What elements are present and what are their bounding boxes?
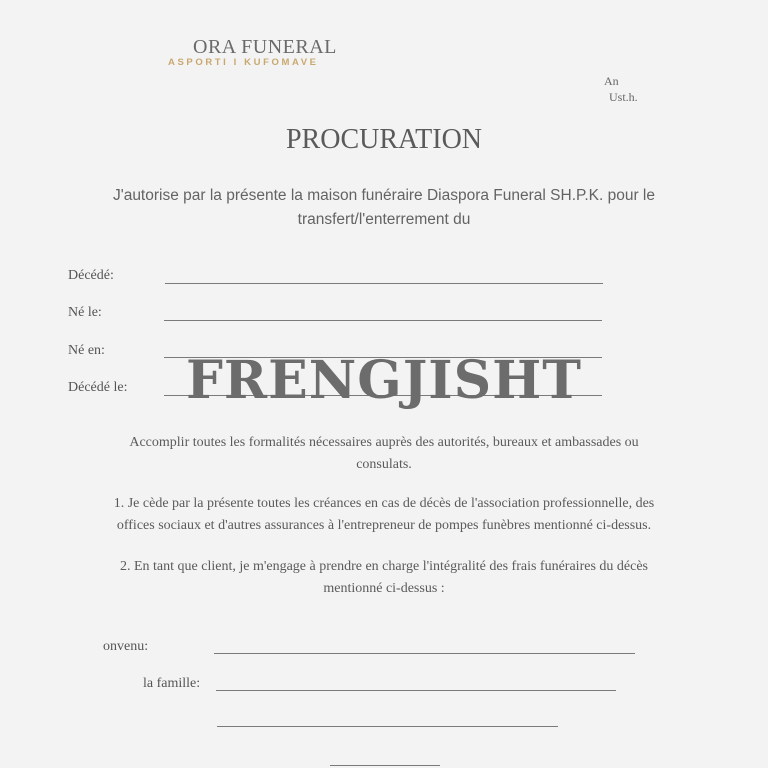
address-line-2: Ust.h.: [609, 90, 638, 104]
field-label-born-on: Né le:: [68, 305, 102, 320]
address-line-1: An: [604, 74, 619, 88]
watermark-text: FRENGJISHT: [185, 350, 582, 411]
field-label-deceased: Décédé:: [68, 268, 114, 283]
field-label-deceased-on: Décédé le:: [68, 380, 128, 395]
intro-line-2: transfert/l'enterrement du: [297, 211, 471, 228]
clause-1-line-2: offices sociaux et d'autres assurances à l'entrepreneur de pompes funèbres mentionné ci-dessus.: [116, 518, 652, 533]
logo-subtitle: ASPORTI I KUFOMAVE: [168, 57, 319, 68]
clause-1-line-1: 1. Je cède par la présente toutes les créances en cas de décès de l'association professionnelle, des: [113, 496, 655, 511]
agreed-label: onvenu:: [103, 639, 149, 654]
family-line[interactable]: [216, 690, 616, 691]
bottom-line-partial: [330, 765, 440, 766]
intro-line-1: J'autorise par la présente la maison funéraire Diaspora Funeral SH.P.K. pour le: [112, 187, 655, 204]
page-title: PROCURATION: [285, 124, 483, 155]
clause-2-line-1: 2. En tant que client, je m'engage à prendre en charge l'intégralité des frais funéraires du décès: [119, 559, 648, 574]
agreed-line[interactable]: [214, 653, 635, 654]
formalities-line-2: consulats.: [356, 457, 412, 472]
logo-title: ORA FUNERAL: [193, 36, 337, 58]
field-line-deceased[interactable]: [165, 283, 603, 284]
field-line-born-on[interactable]: [164, 320, 602, 321]
formalities-line-1: Accomplir toutes les formalités nécessaires auprès des autorités, bureaux et ambassades ou: [129, 435, 639, 450]
clause-2-line-2: mentionné ci-dessus :: [323, 581, 445, 596]
family-label: la famille:: [143, 676, 201, 691]
signature-line[interactable]: [217, 726, 558, 727]
field-label-born-in: Né en:: [68, 343, 105, 358]
